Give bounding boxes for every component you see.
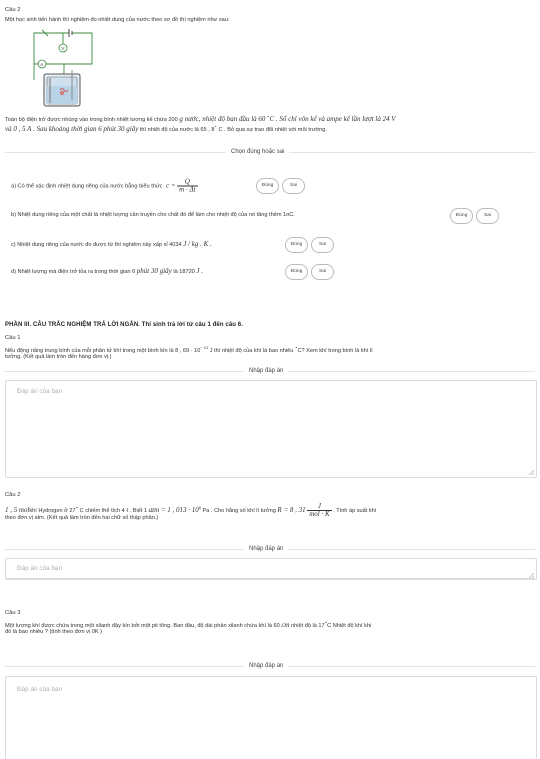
false-button[interactable]: Sai	[311, 237, 334, 253]
question-text-line2: theo đơn vị atm. (Kết quả làm tròn đến hai chữ số thập phân.)	[5, 515, 159, 521]
question-text-line1: Nếu động năng trung bình của mỗi phân tử khí trong một bình kín là 8 , $69 \cdot 10^{- 21}$ J thì nhiệt độ của khí là bao nhiêu ∘C? Xem khí trong bình là khí lí	[5, 345, 373, 354]
true-button[interactable]: Đúng	[256, 178, 279, 194]
formula-fraction: $\frac{Q}{m \cdot \Delta t}$	[179, 177, 196, 194]
option-row-c: c) Nhiệt dung riêng của nước đo được từ thí nghiệm này xấp xỉ 4034 J / kg . K . Đúng Sai	[5, 237, 535, 253]
question-label: Câu 1	[5, 335, 21, 341]
question-text-line1: 1 , 5 molkhí Hydrogen ở 27∘ C chiếm thể tích 4 ℓ . Biết 1 atm = 1 , $013 \cdot 10^5$ Pa . Cho hằng số khí lí tưởng R = 8 , 31 J mol · K . Tính áp suất khí	[5, 502, 377, 518]
question-body-line1: Toàn bộ điện trở được nhúng vào trong bình nhiệt lượng kế chứa 200 g nước, nhiệt độ ban đầu là 60 ∘C . Số chỉ vôn kế và ampe kế lần lượt là 24 V	[5, 114, 396, 123]
question-body-line2: và 0 , 5 A . Sau khoảng thời gian 6 phút 30 giây thì nhiệt độ của nước là 65 , 8∘ C . Bỏ qua sự trao đổi nhiệt với môi trường.	[5, 124, 327, 133]
resize-handle-icon[interactable]	[529, 573, 534, 578]
answer-section-title: Nhập đáp án	[244, 545, 288, 553]
false-button[interactable]: Sai	[476, 208, 499, 224]
true-button[interactable]: Đúng	[450, 208, 473, 224]
option-row-b	[5, 208, 535, 224]
formula-fraction: J mol · K	[309, 502, 330, 518]
answer-input[interactable]	[5, 558, 537, 580]
question-label: Câu 2	[5, 7, 21, 13]
question-label: Câu 3	[5, 610, 21, 616]
option-text: a) Có thể xác định nhiệt dung riêng của nước bằng biểu thức	[11, 183, 163, 190]
resize-handle-icon[interactable]	[529, 470, 534, 475]
option-row-a: a) Có thể xác định nhiệt dung riêng của nước bằng biểu thức c = $\frac{Q}{m \cdot \Delta t}$ Đúng Sai	[5, 178, 535, 194]
part-heading: PHẦN III. CÂU TRẮC NGHIỆM TRẢ LỜI NGẮN. Thí sinh trả lời từ câu 1 đến câu 6.	[5, 322, 244, 328]
question-intro: Một học sinh tiến hành thí nghiệm đo nhiệt dung của nước theo sơ đồ thí nghiệm như sau:	[5, 17, 230, 23]
answer-input[interactable]	[5, 676, 537, 759]
voltmeter-label: V	[61, 46, 65, 51]
option-row-d: d) Nhiệt lượng mà điện trở tỏa ra trong thời gian 6 phút 30 giây là 18720 J . Đúng Sai	[5, 264, 535, 280]
answer-placeholder: Đáp án của bạn	[17, 565, 63, 572]
ammeter-label: A	[40, 62, 44, 67]
question-text-line2: đó là bao nhiêu ? (tính theo đơn vị 0K )	[5, 629, 102, 635]
section-title: Chọn đúng hoặc sai	[226, 148, 289, 156]
option-text: d) Nhiệt lượng mà điện trở tỏa ra trong thời gian 6	[11, 269, 136, 276]
option-text: b) Nhiệt dung riêng của một chất là nhiệt lượng cần truyền cho chất đó để làm cho nhiệt độ của nó tăng thêm 1oC.	[11, 212, 295, 219]
circuit-diagram	[30, 28, 96, 108]
answer-section-title: Nhập đáp án	[244, 662, 288, 670]
answer-placeholder: Đáp án của bạn	[17, 686, 63, 693]
true-button[interactable]: Đúng	[285, 237, 308, 253]
answer-section-title: Nhập đáp án	[244, 367, 288, 375]
question-label: Câu 2	[5, 492, 21, 498]
answer-input[interactable]	[5, 380, 537, 478]
false-button[interactable]: Sai	[282, 178, 305, 194]
answer-placeholder: Đáp án của bạn	[17, 388, 63, 395]
false-button[interactable]: Sai	[311, 264, 334, 280]
true-button[interactable]: Đúng	[285, 264, 308, 280]
question-text-line2: tưởng. (Kết quả làm tròn đến hàng đơn vị.)	[5, 354, 112, 360]
question-text-line1: Một lượng khí được chứa trong một xilanh đậy kín bởi một pit tông. Ban đầu, độ dài phần xilanh chứa khí là 60 cm nhiệt độ là 17∘C Nhiệt độ khí khi	[5, 620, 372, 629]
option-text: c) Nhiệt dung riêng của nước đo được từ thí nghiệm này xấp xỉ 4034	[11, 242, 182, 249]
